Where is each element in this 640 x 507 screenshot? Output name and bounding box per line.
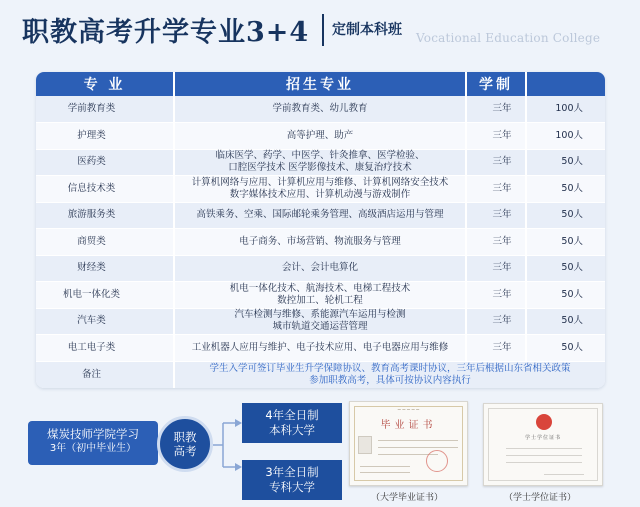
row-years: 三年 [466, 202, 526, 229]
row-count: 50人 [526, 335, 605, 362]
table-header-row [36, 72, 605, 96]
row-count: 50人 [526, 282, 605, 309]
row-majors-line: 数控加工、轮机工程 [277, 294, 363, 306]
flow-outcome-line: 本科大学 [269, 423, 315, 437]
diploma-certificate-image [349, 401, 468, 486]
title-divider [322, 14, 324, 46]
note-label: 备注 [36, 361, 174, 388]
table-row [36, 123, 605, 150]
table-row [36, 282, 605, 309]
row-category: 财经类 [36, 255, 174, 282]
table-row [36, 149, 605, 176]
row-years: 三年 [466, 308, 526, 335]
table-row [36, 308, 605, 335]
row-majors-line: 临床医学、药学、中医学、针灸推拿、医学检验、 [215, 150, 425, 162]
row-years: 三年 [466, 255, 526, 282]
row-years: 三年 [466, 149, 526, 176]
enrollment-table-card [36, 72, 605, 388]
row-years: 三年 [466, 123, 526, 150]
row-majors-line: 机电一体化技术、航海技术、电梯工程技术 [229, 282, 411, 294]
row-majors [174, 229, 466, 256]
row-count: 50人 [526, 176, 605, 203]
table-row [36, 255, 605, 282]
row-majors [174, 282, 466, 309]
page-header [0, 0, 640, 62]
header-majors: 招生专业 [174, 72, 466, 96]
table-row [36, 335, 605, 362]
row-majors-line: 高等护理、助产 [286, 129, 354, 141]
note-text [174, 361, 605, 388]
row-majors [174, 149, 466, 176]
row-count: 100人 [526, 96, 605, 123]
connector-lines [213, 423, 235, 467]
row-count: 50人 [526, 255, 605, 282]
row-majors-line: 城市轨道交通运营管理 [272, 321, 368, 333]
text-line [544, 474, 584, 475]
row-count: 50人 [526, 202, 605, 229]
page-title: 职教高考升学专业3+4 [22, 17, 310, 48]
diploma-caption: （大学毕业证书） [371, 493, 444, 503]
row-majors [174, 202, 466, 229]
header-years: 学制 [466, 72, 526, 96]
text-line [360, 472, 410, 473]
row-majors [174, 335, 466, 362]
note-line: 参加职教高考，具体可按协议内容执行 [309, 375, 471, 386]
row-count: 100人 [526, 123, 605, 150]
table-row [36, 202, 605, 229]
flow-outcome-line: 3年全日制 [265, 465, 319, 479]
row-category: 商贸类 [36, 229, 174, 256]
row-majors-line: 高铁乘务、空乘、国际邮轮乘务管理、高级酒店运用与管理 [196, 209, 444, 221]
row-years: 三年 [466, 335, 526, 362]
flow-exam-line: 高考 [173, 444, 197, 458]
arrow-right-icon [235, 463, 242, 471]
row-category: 电工电子类 [36, 335, 174, 362]
text-line [360, 466, 410, 467]
row-majors-line: 学前教育类、幼儿教育 [272, 103, 368, 114]
note-row [36, 361, 605, 388]
table-row [36, 176, 605, 203]
row-years: 三年 [466, 229, 526, 256]
seal-icon [426, 450, 448, 472]
diploma-title: 毕业证书 [380, 420, 437, 431]
text-line [506, 462, 582, 463]
row-majors-line: 工业机器人应用与维护、电子技术应用、电子电器应用与维修 [191, 341, 449, 353]
header-category: 专 业 [36, 72, 174, 96]
degree-caption: （学士学位证书） [504, 493, 577, 503]
page-subtitle: 定制本科班 [332, 22, 402, 38]
english-title: Vocational Education College [416, 31, 601, 45]
flow-exam-line: 职教 [173, 430, 197, 444]
enrollment-table [36, 72, 605, 388]
row-majors-line: 电子商务、市场营销、物流服务与管理 [239, 235, 401, 247]
row-category: 医药类 [36, 149, 174, 176]
row-majors [174, 255, 466, 282]
flow-exam-circle [157, 416, 213, 472]
flow-origin-line: 3年（初中毕业生） [49, 443, 137, 454]
row-years: 三年 [466, 282, 526, 309]
note-line: 学生入学可签订毕业生升学保障协议、教育高考课时协议，三年后根据山东省相关政策 [209, 363, 571, 374]
flow-outcome-line: 专科大学 [269, 480, 315, 494]
text-line [378, 440, 458, 441]
row-count: 50人 [526, 229, 605, 256]
row-majors [174, 308, 466, 335]
row-majors [174, 176, 466, 203]
national-emblem-icon [536, 414, 552, 430]
row-majors-line: 口腔医学技术 医学影像技术、康复治疗技术 [228, 162, 412, 174]
flow-outcome-undergraduate [242, 403, 342, 443]
text-line [506, 455, 582, 456]
row-majors [174, 96, 466, 123]
flow-origin-line: 煤炭技师学院学习 [47, 427, 139, 441]
row-category: 护理类 [36, 123, 174, 150]
flow-outcome-junior-college [242, 460, 342, 500]
row-category: 信息技术类 [36, 176, 174, 203]
row-count: 50人 [526, 308, 605, 335]
header-count [526, 72, 605, 96]
row-category: 学前教育类 [36, 96, 174, 123]
text-line [506, 448, 582, 449]
table-row [36, 229, 605, 256]
table-row [36, 96, 605, 123]
row-count: 50人 [526, 149, 605, 176]
flow-branch-connector [213, 405, 243, 485]
row-majors-line: 数字媒体技术应用、计算机动漫与游戏制作 [229, 188, 411, 200]
flow-origin-box [28, 421, 158, 465]
row-majors-line: 计算机网络与应用、计算机应用与维修、计算机网络安全技术 [191, 176, 449, 188]
row-majors-line: 汽车检测与维修、系能源汽车运用与检测 [234, 309, 406, 321]
flow-outcome-line: 4年全日制 [265, 408, 319, 422]
text-line [378, 447, 458, 448]
row-category: 汽车类 [36, 308, 174, 335]
row-category: 机电一体化类 [36, 282, 174, 309]
row-majors-line: 会计、会计电算化 [281, 262, 358, 274]
degree-title: 学士学位证书 [524, 435, 561, 441]
row-years: 三年 [466, 176, 526, 203]
degree-certificate-image [483, 403, 603, 486]
row-majors [174, 123, 466, 150]
row-years: 三年 [466, 96, 526, 123]
photo-placeholder-icon [358, 436, 372, 454]
diploma-header-text: ─ ─ ─ ─ ─ [397, 407, 420, 413]
row-category: 旅游服务类 [36, 202, 174, 229]
arrow-right-icon [235, 419, 242, 427]
